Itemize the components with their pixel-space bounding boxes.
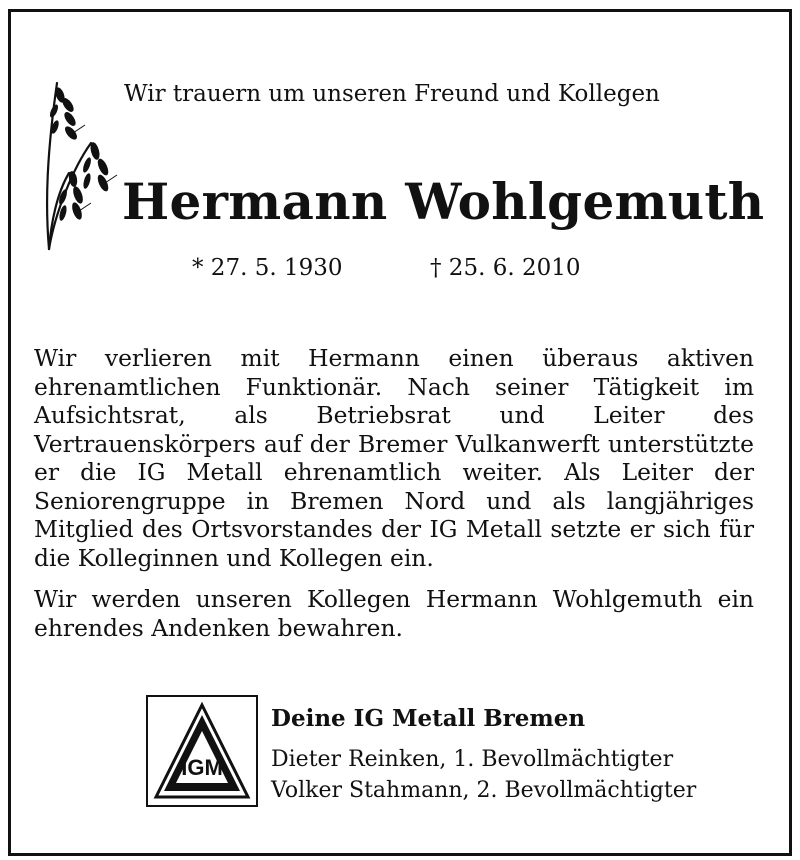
ig-metall-logo xyxy=(146,695,258,807)
obituary-body xyxy=(34,344,754,642)
intro-line: Wir trauern um unseren Freund und Kollegen xyxy=(124,81,660,107)
signatory-2: Volker Stahmann, 2. Bevollmächtigter xyxy=(271,778,697,803)
signatory-1: Dieter Reinken, 1. Bevollmächtigter xyxy=(271,747,674,772)
deceased-name: Hermann Wohlgemuth xyxy=(122,172,765,231)
organization-name: Deine IG Metall Bremen xyxy=(271,705,586,732)
wheat-ears-icon xyxy=(33,73,121,251)
death-date: † 25. 6. 2010 xyxy=(430,255,581,281)
logo-letters: IGM xyxy=(181,755,223,780)
birth-date: * 27. 5. 1930 xyxy=(192,255,343,281)
body-paragraph-1: Wir verlieren mit Hermann einen überaus aktiven ehrenamtlichen Funktionär. Nach seiner Tätigkeit im Aufsichtsrat, als Betriebsrat und Leiter des Vertrauenskörpers auf der Bremer Vulkanwerft unterstützte er die IG Metall ehrenamtlich weiter. Als Leiter der Seniorengruppe in Bremen Nord und als langjähriges Mitglied des Ortsvorstandes der IG Metall setzte er sich für die Kolleginnen und Kollegen ein. xyxy=(34,344,754,572)
ig-metall-logo-icon xyxy=(152,701,252,801)
body-paragraph-2: Wir werden unseren Kollegen Hermann Wohlgemuth ein ehrendes Andenken bewahren. xyxy=(34,585,754,642)
